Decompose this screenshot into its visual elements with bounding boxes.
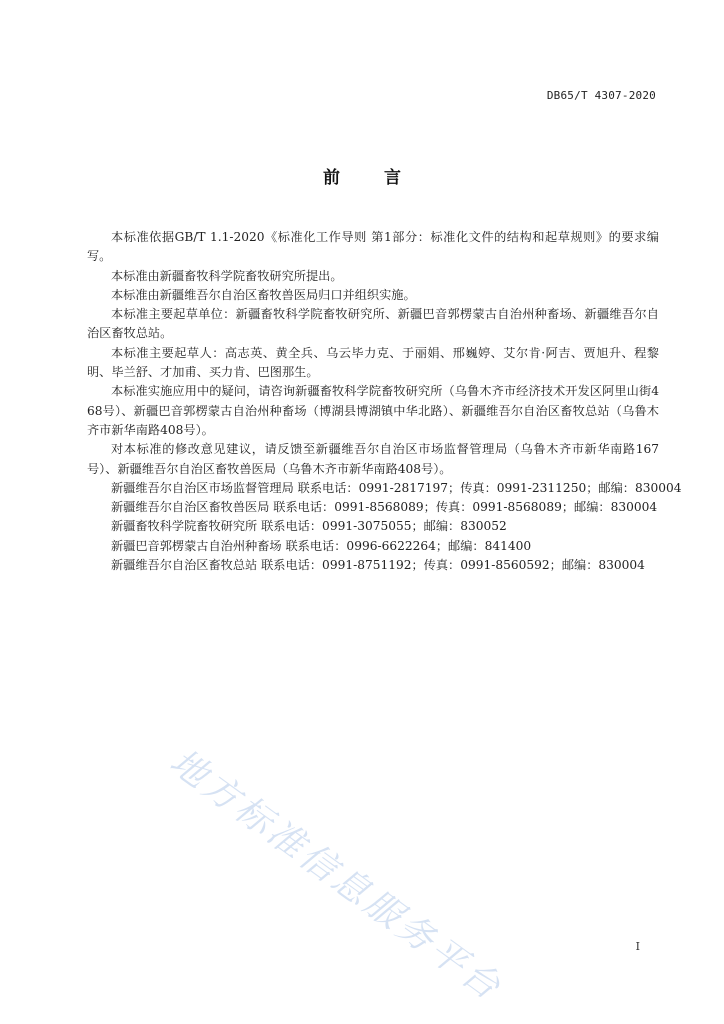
- document-code: DB65/T 4307-2020: [546, 89, 656, 102]
- watermark-text: 地方标准信息服务平台: [162, 741, 510, 1010]
- document-body: [87, 228, 682, 575]
- paragraph-inquiries: 本标准实施应用中的疑问，请咨询新疆畜牧科学院畜牧研究所（乌鲁木齐市经济技术开发区阿里山街468号）、新疆巴音郭楞蒙古自治州种畜场（博湖县博湖镇中华北路）、新疆维吾尔自治区畜牧总站（乌鲁木齐市新华南路408号）。: [87, 384, 659, 437]
- paragraph-drafters: 本标准主要起草人：高志英、黄全兵、乌云毕力克、于丽娟、邢巍婷、艾尔肯·阿吉、贾旭升、程黎明、毕兰舒、才加甫、买力肯、巴图那生。: [87, 345, 659, 380]
- paragraph-drafting-basis: 本标准依据GB/T 1.1-2020《标准化工作导则 第1部分：标准化文件的结构和起草规则》的要求编写。: [87, 230, 659, 264]
- contact-line-general-station: 新疆维吾尔自治区畜牧总站 联系电话：0991-8751192；传真：0991-8560592；邮编：830004: [111, 558, 645, 573]
- page-number: I: [635, 940, 640, 953]
- contact-line-market-supervision: 新疆维吾尔自治区市场监督管理局 联系电话：0991-2817197；传真：0991-2311250；邮编：830004: [111, 480, 682, 495]
- contact-line-breeding-farm: 新疆巴音郭楞蒙古自治州种畜场 联系电话：0996-6622264；邮编：841400: [111, 538, 532, 553]
- paragraph-feedback: 对本标准的修改意见建议，请反馈至新疆维吾尔自治区市场监督管理局（乌鲁木齐市新华南路167号）、新疆维吾尔自治区畜牧兽医局（乌鲁木齐市新华南路408号）。: [87, 442, 659, 476]
- paragraph-drafting-units: 本标准主要起草单位：新疆畜牧科学院畜牧研究所、新疆巴音郭楞蒙古自治州种畜场、新疆维吾尔自治区畜牧总站。: [87, 307, 659, 341]
- page-title: 前言: [323, 168, 445, 188]
- paragraph-administrator: 本标准由新疆维吾尔自治区畜牧兽医局归口并组织实施。: [111, 287, 416, 302]
- contact-line-research-institute: 新疆畜牧科学院畜牧研究所 联系电话：0991-3075055；邮编：830052: [111, 519, 507, 534]
- contact-line-animal-husbandry-bureau: 新疆维吾尔自治区畜牧兽医局 联系电话：0991-8568089；传真：0991-8568089；邮编：830004: [111, 500, 658, 515]
- paragraph-proposer: 本标准由新疆畜牧科学院畜牧研究所提出。: [111, 268, 343, 283]
